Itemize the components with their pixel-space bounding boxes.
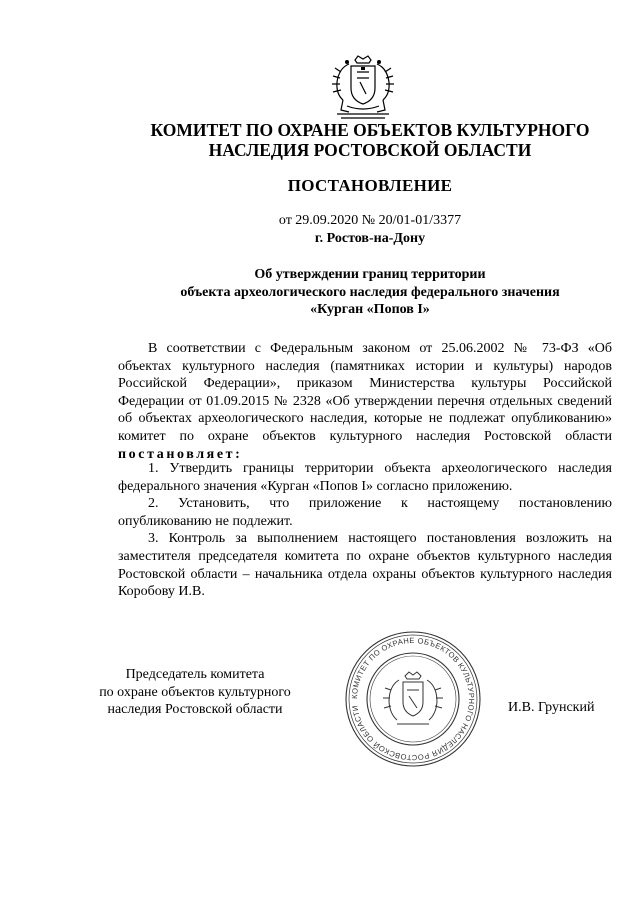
document-type: ПОСТАНОВЛЕНИЕ (287, 176, 453, 195)
subject-line-3: «Курган «Попов I» (310, 302, 430, 317)
date-number: от 29.09.2020 № 20/01-01/3377 (278, 213, 462, 228)
subject-line-2: объекта археологического наследия федерального значения (180, 284, 560, 300)
decree-item-1: 1. Утвердить границы территории объекта археологического наследия федерального значения «Курган «Попов I» согласно приложению. (118, 461, 612, 494)
coat-of-arms-icon (327, 54, 399, 124)
decree-item-3: 3. Контроль за выполнением настоящего постановления возложить на заместителя председателя комитета по охране объектов культурного наследия Ростовской области – начальника отдела охраны объектов культурного наследия Коробову И.В. (118, 531, 612, 600)
svg-text:КОМИТЕТ ПО ОХРАНЕ ОБЪЕКТОВ КУЛ (350, 636, 476, 762)
org-line-2: НАСЛЕДИЯ РОСТОВСКОЙ ОБЛАСТИ (208, 140, 532, 160)
document-subject (120, 266, 620, 319)
position-line-2: по охране объектов культурного (99, 684, 291, 700)
decree-items (118, 460, 612, 601)
preamble-paragraph (118, 340, 612, 463)
position-line-3: наследия Ростовской области (107, 702, 283, 718)
signatory-position (80, 666, 310, 719)
seal-ring-text: КОМИТЕТ ПО ОХРАНЕ ОБЪЕКТОВ КУЛЬТУРНОГО НАСЛЕДИЯ РОСТОВСКОЙ ОБЛАСТИ (349, 635, 477, 763)
official-seal-stamp (343, 628, 483, 770)
position-line-1: Председатель комитета (125, 667, 265, 682)
signatory-name: И.В. Грунский (508, 700, 595, 715)
seal-emblem-icon (383, 672, 443, 724)
organization-name (100, 120, 640, 160)
decree-item-2: 2. Установить, что приложение к настоящему постановлению опубликованию не подлежит. (118, 496, 612, 529)
decree-word: постановляет: (118, 446, 243, 462)
preamble-text: В соответствии с Федеральным законом от 25.06.2002 № 73-ФЗ «Об объектах культурного наследия (памятниках истории и культуры) народов Российской Федерации», приказом Министерства культуры Российской Федерации от 01.09.2015 № 2328 «Об утверждении перечня отдельных сведений об объектах археологического наследия, которые не подлежат опубликованию» комитет по охране объектов культурного наследия Ростовской области (118, 341, 612, 444)
city: г. Ростов-на-Дону (314, 231, 426, 246)
subject-line-1: Об утверждении границ территории (254, 267, 486, 282)
org-line-1: КОМИТЕТ ПО ОХРАНЕ ОБЪЕКТОВ КУЛЬТУРНОГО (150, 120, 590, 140)
